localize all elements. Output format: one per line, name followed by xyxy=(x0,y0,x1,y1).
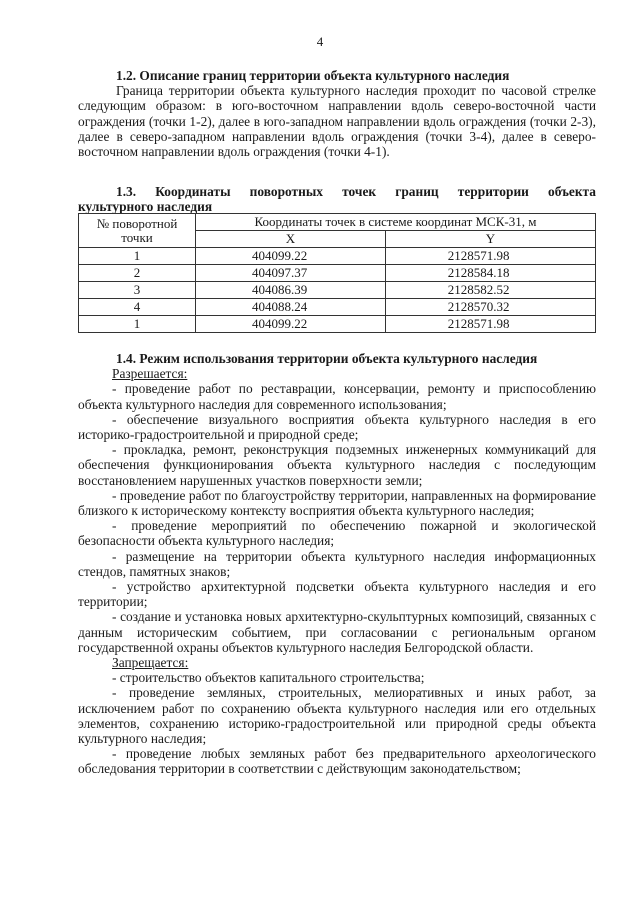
cell-y: 2128571.98 xyxy=(385,316,595,333)
section-1-2-heading: 1.2. Описание границ территории объекта культурного наследия xyxy=(116,68,510,83)
table-row xyxy=(79,316,596,333)
cell-point: 3 xyxy=(79,282,196,299)
col-header-point: № поворотной точки xyxy=(79,214,196,248)
table-header-row xyxy=(79,214,596,231)
allowed-item: - обеспечение визуального восприятия объекта культурного наследия в его историко-градостроительной и природной среде; xyxy=(78,411,596,443)
cell-x: 404099.22 xyxy=(196,248,386,265)
cell-x: 404086.39 xyxy=(196,282,386,299)
cell-y: 2128582.52 xyxy=(385,282,595,299)
prohibited-item: - проведение земляных, строительных, мелиоративных и иных работ, за исключением работ по сохранению объекта культурного наследия или его отдельных элементов, сохранению историко-градостроительной или природной среды объекта культурного наследия; xyxy=(78,685,596,747)
cell-x: 404088.24 xyxy=(196,299,386,316)
allowed-label: Разрешается: xyxy=(112,366,188,382)
allowed-item: - проведение мероприятий по обеспечению пожарной и экологической безопасности объекта культурного наследия; xyxy=(78,518,596,549)
cell-y: 2128570.32 xyxy=(385,299,595,316)
cell-y: 2128584.18 xyxy=(385,265,595,282)
section-1-3 xyxy=(78,184,596,214)
page-number: 4 xyxy=(316,34,324,49)
section-1-3-heading-line2: культурного наследия xyxy=(78,199,213,215)
table-row xyxy=(79,282,596,299)
col-header-y: Y xyxy=(385,231,595,248)
col-header-x: X xyxy=(196,231,386,248)
cell-point: 1 xyxy=(79,316,196,333)
section-1-4-heading: 1.4. Режим использования территории объекта культурного наследия xyxy=(116,351,538,366)
cell-y: 2128571.98 xyxy=(385,248,595,265)
table-row xyxy=(79,299,596,316)
allowed-item: - размещение на территории объекта культурного наследия информационных стендов, памятных знаков; xyxy=(78,548,596,579)
allowed-item: - проведение работ по реставрации, консервации, ремонту и приспособлению объекта культурного наследия для современного использования; xyxy=(78,381,596,412)
prohibited-label: Запрещается: xyxy=(112,655,189,671)
table-row xyxy=(79,248,596,265)
cell-point: 1 xyxy=(79,248,196,265)
table-row xyxy=(79,265,596,282)
prohibited-item: - строительство объектов капитального строительства; xyxy=(112,670,425,686)
coordinates-table xyxy=(78,213,596,333)
allowed-item: - устройство архитектурной подсветки объекта культурного наследия и его территории; xyxy=(78,579,596,610)
prohibited-item: - проведение любых земляных работ без предварительного археологического обследования территории в соответствии с действующим законодательством; xyxy=(78,746,596,777)
section-1-4 xyxy=(78,351,596,777)
cell-point: 4 xyxy=(79,299,196,316)
allowed-item: - создание и установка новых архитектурно-скульптурных композиций, связанных с данным историческим событием, при согласовании с региональным органом государственной охраны объектов культурного наследия Белгородской области. xyxy=(78,609,596,655)
col-header-coords: Координаты точек в системе координат МСК-31, м xyxy=(196,214,596,231)
allowed-item: - прокладка, ремонт, реконструкция подземных инженерных коммуникаций для обеспечения функционирования объекта культурного наследия с последующим восстановлением нарушенных участков поверхности земли; xyxy=(78,442,596,488)
section-1-2-text: Граница территории объекта культурного наследия проходит по часовой стрелке следующим образом: в юго-восточном направлении вдоль северо-восточной части ограждения (точки 1-2), далее в юго-западном направлении вдоль ограждения (точки 2-3), далее в северо-западном направлении вдоль ограждения (точки 3-4), далее в северо-восточном направлении вдоль ограждения (точки 4-1). xyxy=(78,83,596,160)
section-1-3-heading-line1: 1.3. Координаты поворотных точек границ территории объекта xyxy=(116,184,596,199)
cell-point: 2 xyxy=(79,265,196,282)
cell-x: 404099.22 xyxy=(196,316,386,333)
section-1-2 xyxy=(78,68,596,159)
cell-x: 404097.37 xyxy=(196,265,386,282)
allowed-item: - проведение работ по благоустройству территории, направленных на формирование близкого к историческому контексту восприятия объекта культурного наследия; xyxy=(78,487,596,519)
